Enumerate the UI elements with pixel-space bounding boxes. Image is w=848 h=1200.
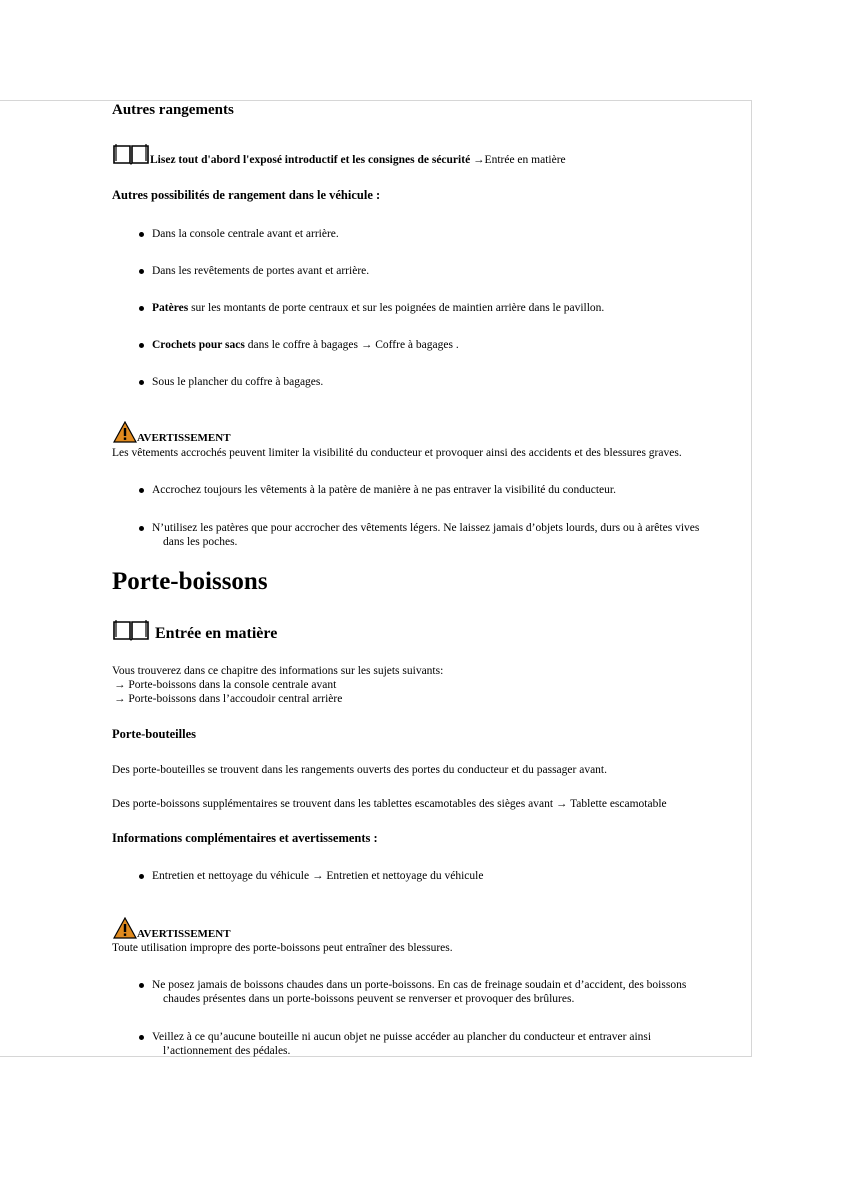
book-icon	[112, 618, 150, 642]
bullet-icon	[139, 526, 144, 531]
bullet-icon	[139, 488, 144, 493]
warning-list-item-cont: chaudes présentes dans un porte-boissons peuvent se renverser et provoquer des brûlures.	[163, 993, 575, 1005]
warning-list-item: N’utilisez les patères que pour accrocher des vêtements légers. Ne laissez jamais d’objets lourds, durs ou à arêtes vives	[152, 522, 700, 534]
warning-title: AVERTISSEMENT	[137, 432, 231, 444]
subheading: Autres possibilités de rangement dans le véhicule :	[112, 188, 381, 202]
info-list-item: Entretien et nettoyage du véhicule → Entretien et nettoyage du véhicule	[152, 870, 484, 882]
bullet-icon	[139, 380, 144, 385]
bottles-heading: Porte-bouteilles	[112, 727, 197, 741]
list-item: Dans la console centrale avant et arrière.	[152, 228, 339, 240]
bullet-icon	[139, 1035, 144, 1040]
warning-text: Toute utilisation impropre des porte-boissons peut entraîner des blessures.	[112, 942, 453, 954]
intro-link[interactable]: →Entrée en matière	[473, 154, 566, 166]
book-icon	[112, 142, 150, 166]
bottles-paragraph: Des porte-bouteilles se trouvent dans les rangements ouverts des portes du conducteur et du passager avant.	[112, 764, 607, 776]
warning-title: AVERTISSEMENT	[137, 928, 231, 940]
section-heading: Autres rangements	[112, 102, 234, 118]
subtitle: Entrée en matière	[155, 625, 278, 642]
warning-icon	[113, 421, 137, 443]
intro-text: Vous trouverez dans ce chapitre des informations sur les sujets suivants:	[112, 665, 444, 677]
list-item: Crochets pour sacs dans le coffre à bagages → Coffre à bagages .	[152, 339, 459, 351]
topic-link[interactable]: → Porte-boissons dans l’accoudoir central arrière	[114, 693, 343, 705]
info-heading: Informations complémentaires et avertissements :	[112, 831, 378, 845]
warning-list-item: Veillez à ce qu’aucune bouteille ni aucun objet ne puisse accéder au plancher du conducteur et entraver ainsi	[152, 1031, 652, 1043]
warning-text: Les vêtements accrochés peuvent limiter la visibilité du conducteur et provoquer ainsi des accidents et des blessures graves.	[112, 447, 682, 459]
page-title: Porte-boissons	[112, 568, 268, 595]
warning-list-item-cont: l’actionnement des pédales.	[163, 1045, 291, 1057]
warning-list-item: Accrochez toujours les vêtements à la patère de manière à ne pas entraver la visibilité du conducteur.	[152, 484, 616, 496]
bullet-icon	[139, 269, 144, 274]
intro-line	[150, 153, 566, 167]
warning-list-item-cont: dans les poches.	[163, 536, 238, 548]
bullet-icon	[139, 232, 144, 237]
warning-list-item: Ne posez jamais de boissons chaudes dans un porte-boissons. En cas de freinage soudain et d’accident, des boissons	[152, 979, 687, 991]
list-item: Sous le plancher du coffre à bagages.	[152, 376, 324, 388]
bullet-icon	[139, 983, 144, 988]
bullet-icon	[139, 874, 144, 879]
bullet-icon	[139, 306, 144, 311]
intro-bold-text: Lisez tout d'abord l'exposé introductif et les consignes de sécurité	[150, 154, 471, 166]
list-item: Patères sur les montants de porte centraux et sur les poignées de maintien arrière dans le pavillon.	[152, 302, 605, 314]
topic-link[interactable]: → Porte-boissons dans la console centrale avant	[114, 679, 337, 691]
warning-icon	[113, 917, 137, 939]
bullet-icon	[139, 343, 144, 348]
bottles-paragraph: Des porte-boissons supplémentaires se trouvent dans les tablettes escamotables des sièges avant → Tablette escamotable	[112, 798, 667, 810]
list-item: Dans les revêtements de portes avant et arrière.	[152, 265, 370, 277]
